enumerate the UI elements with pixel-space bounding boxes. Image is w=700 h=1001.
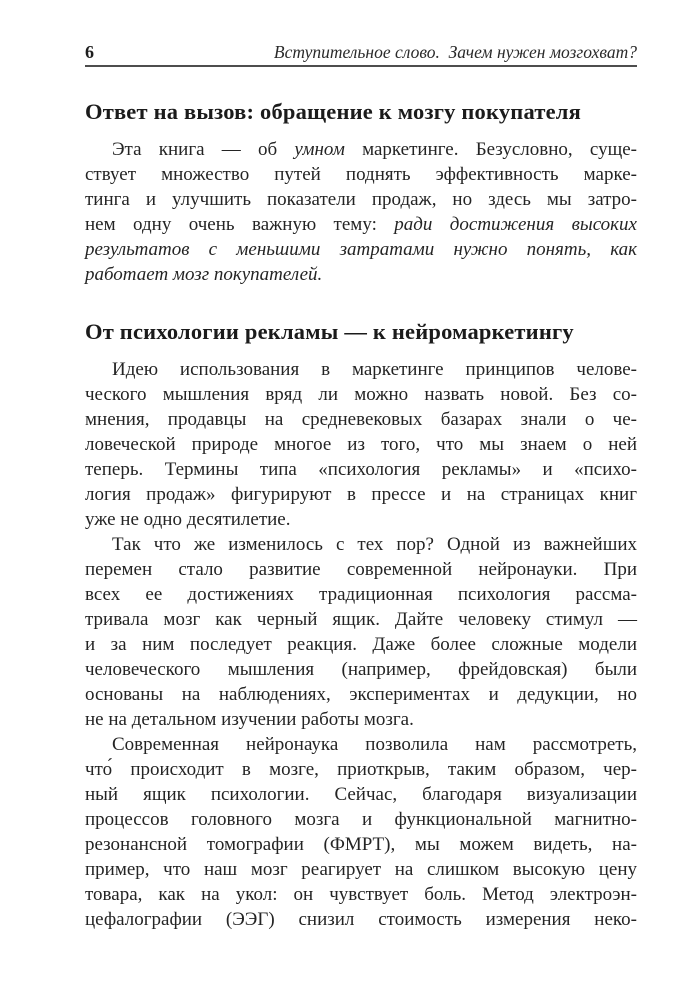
running-head: Вступительное слово. Зачем нужен мозгохват? bbox=[273, 42, 637, 62]
body-text: что́ происходит в мозге, приоткрыв, таким образом, чер- bbox=[85, 759, 637, 780]
text-line bbox=[85, 807, 637, 832]
text-line bbox=[85, 882, 637, 907]
body-text: основаны на наблюдениях, экспериментах и дедукции, но bbox=[85, 684, 637, 705]
emphasis-text: умном bbox=[294, 139, 345, 160]
text-line bbox=[85, 532, 637, 557]
body-text: процессов головного мозга и функциональной магнитно- bbox=[85, 809, 637, 830]
text-line bbox=[85, 432, 637, 457]
text-line bbox=[85, 732, 637, 757]
body-text: всех ее достижениях традиционная психология рассма- bbox=[85, 584, 637, 605]
emphasis-text: результатов с меньшими затратами нужно понять, как bbox=[85, 239, 637, 260]
text-line bbox=[85, 782, 637, 807]
body-text: резонансной томографии (ФМРТ), мы можем видеть, на- bbox=[85, 834, 637, 855]
paragraph bbox=[85, 137, 637, 287]
section-heading: Ответ на вызов: обращение к мозгу покупателя bbox=[85, 99, 581, 124]
text-line bbox=[85, 382, 637, 407]
text-line bbox=[85, 137, 637, 162]
emphasis-text: ради достижения высоких bbox=[394, 214, 637, 235]
text-line bbox=[85, 707, 637, 732]
page-header bbox=[85, 0, 637, 63]
paragraph bbox=[85, 532, 637, 732]
text-line bbox=[85, 632, 637, 657]
text-line bbox=[85, 682, 637, 707]
body-text: тинга и улучшить показатели продаж, но здесь мы затро- bbox=[85, 189, 637, 210]
body-text: и за ним последует реакция. Даже более сложные модели bbox=[85, 634, 637, 655]
body-text: Так что же изменилось с тех пор? Одной из важнейших bbox=[112, 534, 637, 555]
text-line bbox=[85, 407, 637, 432]
text-line bbox=[85, 162, 637, 187]
text-line bbox=[85, 237, 637, 262]
body-text: теперь. Термины типа «психология рекламы» и «психо- bbox=[85, 459, 637, 480]
text-line bbox=[85, 582, 637, 607]
body-text: человеческого мышления (например, фрейдовская) были bbox=[85, 659, 637, 680]
emphasis-text: работает мозг покупателей. bbox=[85, 264, 323, 285]
text-line bbox=[85, 657, 637, 682]
body-text: перемен стало развитие современной нейронауки. При bbox=[85, 559, 637, 580]
text-line bbox=[85, 557, 637, 582]
body-text: тривала мозг как черный ящик. Дайте человеку стимул — bbox=[85, 609, 637, 630]
body-text: Идею использования в маркетинге принципов челове- bbox=[112, 359, 637, 380]
body-text: пример, что наш мозг реагирует на слишком высокую цену bbox=[85, 859, 637, 880]
text-line bbox=[85, 607, 637, 632]
text-line bbox=[85, 757, 637, 782]
page-body bbox=[85, 99, 637, 932]
body-text: ствует множество путей поднять эффективность марке- bbox=[85, 164, 637, 185]
body-text: уже не одно десятилетие. bbox=[85, 509, 291, 530]
body-text: ческого мышления вряд ли можно назвать новой. Без со- bbox=[85, 384, 637, 405]
body-text: Эта книга — об bbox=[112, 139, 295, 160]
body-text: цефалографии (ЭЭГ) снизил стоимость измерения неко- bbox=[85, 909, 637, 930]
text-line bbox=[85, 832, 637, 857]
body-text: маркетинге. Безусловно, суще- bbox=[344, 139, 637, 160]
body-text: Современная нейронаука позволила нам рассмотреть, bbox=[112, 734, 637, 755]
body-text: логия продаж» фигурируют в прессе и на страницах книг bbox=[85, 484, 637, 505]
text-line bbox=[85, 482, 637, 507]
text-line bbox=[85, 907, 637, 932]
body-text: ловеческой природе многое из того, что мы знаем о ней bbox=[85, 434, 637, 455]
body-text: товара, как на укол: он чувствует боль. Метод электроэн- bbox=[85, 884, 637, 905]
header-rule bbox=[85, 65, 637, 67]
text-column bbox=[85, 0, 637, 932]
paragraph bbox=[85, 732, 637, 932]
section-heading: От психологии рекламы — к нейромаркетингу bbox=[85, 319, 574, 344]
paragraph bbox=[85, 357, 637, 532]
text-line bbox=[85, 357, 637, 382]
text-line bbox=[85, 857, 637, 882]
text-line bbox=[85, 507, 637, 532]
text-line bbox=[85, 262, 637, 287]
text-line bbox=[85, 187, 637, 212]
body-text: нем одну очень важную тему: bbox=[85, 214, 395, 235]
body-text: мнения, продавцы на средневековых базарах знали о че- bbox=[85, 409, 637, 430]
text-line bbox=[85, 212, 637, 237]
text-line bbox=[85, 457, 637, 482]
page-number: 6 bbox=[85, 42, 94, 62]
body-text: ный ящик психологии. Сейчас, благодаря визуализации bbox=[85, 784, 637, 805]
body-text: не на детальном изучении работы мозга. bbox=[85, 709, 414, 730]
